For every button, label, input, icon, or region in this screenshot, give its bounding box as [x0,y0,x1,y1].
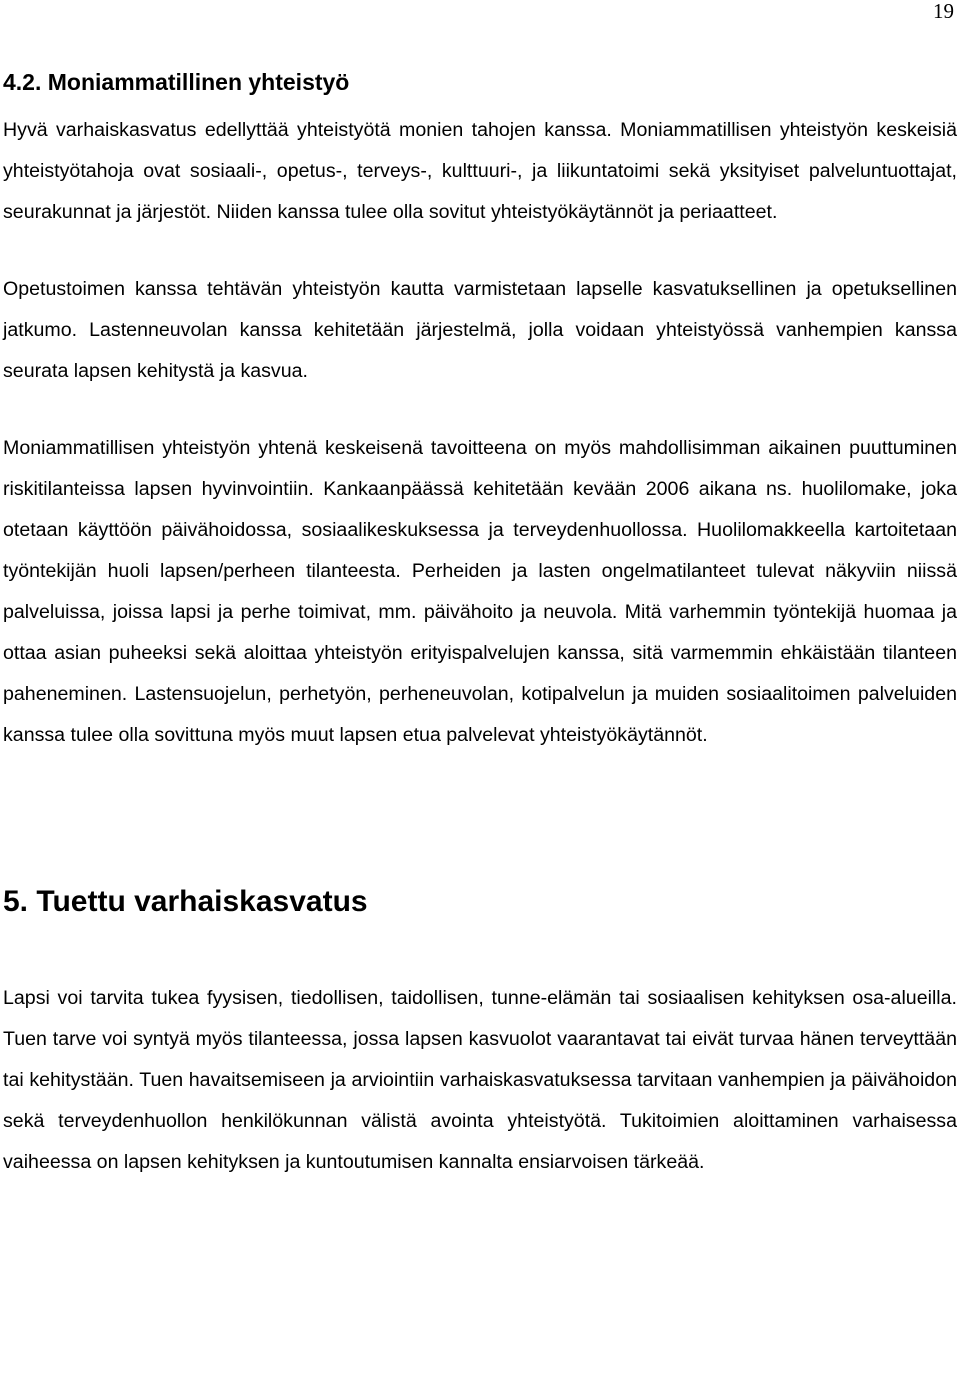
page-number: 19 [933,0,954,23]
paragraph: Moniammatillisen yhteistyön yhtenä keskeisenä tavoitteena on myös mahdollisimman aikainen puuttuminen riskitilanteissa lapsen hyvinvointiin. Kankaanpäässä kehitetään kevään 2006 aikana ns. huolilomake, joka otetaan käyttöön päivähoidossa, sosiaalikeskuksessa ja terveydenhuollossa. Huolilomakkeella kartoitetaan työntekijän huoli lapsen/perheen tilanteesta. Perheiden ja lasten ongelmatilanteet tulevat näkyviin niissä palveluissa, joissa lapsi ja perhe toimivat, mm. päivähoito ja neuvola. Mitä varhemmin työntekijä huomaa ja ottaa asian puheeksi sekä aloittaa yhteistyön erityispalvelujen kanssa, sitä varmemmin ehkäistään tilanteen paheneminen. Lastensuojelun, perhetyön, perheneuvolan, kotipalvelun ja muiden sosiaalitoimen palveluiden kanssa tulee olla sovittuna myös muut lapsen etua palvelevat yhteistyökäytännöt. [3,437,957,746]
section-moniammatillinen-yhteistyo [3,64,957,756]
paragraph: Hyvä varhaiskasvatus edellyttää yhteistyötä monien tahojen kanssa. Moniammatillisen yhteistyön keskeisiä yhteistyötahoja ovat sosiaali-, opetus-, terveys-, kulttuuri-, ja liikuntatoimi sekä yksityiset palveluntuottajat, seurakunnat ja järjestöt. Niiden kanssa tulee olla sovitut yhteistyökäytännöt ja periaatteet. [3,119,957,223]
section-heading: 4.2. Moniammatillinen yhteistyö [3,69,350,95]
chapter-heading: 5. Tuettu varhaiskasvatus [3,885,368,918]
paragraph: Lapsi voi tarvita tukea fyysisen, tiedollisen, taidollisen, tunne-elämän tai sosiaalisen kehityksen osa-alueilla. Tuen tarve voi syntyä myös tilanteessa, jossa lapsen kasvuolot vaarantavat tai eivät turvaa hänen terveyttään tai kehitystään. Tuen havaitsemiseen ja arviointiin varhaiskasvatuksessa tarvitaan vanhempien ja päivähoidon sekä terveydenhuollon henkilökunnan välistä avointa yhteistyötä. Tukitoimien aloittaminen varhaisessa vaiheessa on lapsen kehityksen ja kuntoutumisen kannalta ensiarvoisen tärkeää. [3,987,957,1173]
document-body [3,64,957,1183]
section-tuettu-varhaiskasvatus [3,880,957,1183]
paragraph: Opetustoimen kanssa tehtävän yhteistyön kautta varmistetaan lapselle kasvatuksellinen ja opetuksellinen jatkumo. Lastenneuvolan kanssa kehitetään järjestelmä, jolla voidaan yhteistyössä vanhempien kanssa seurata lapsen kehitystä ja kasvua. [3,278,957,382]
